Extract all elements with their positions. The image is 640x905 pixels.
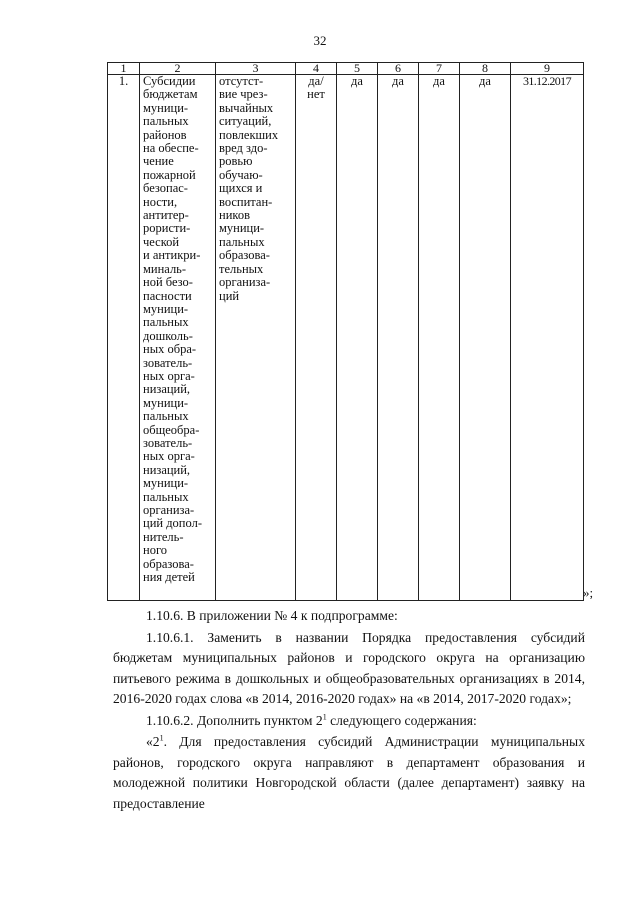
column-header: 6 <box>378 63 419 75</box>
row-number-cell: 1. <box>108 75 140 601</box>
superscript: 1 <box>159 733 164 743</box>
body-text <box>113 606 585 814</box>
column-header: 3 <box>216 63 296 75</box>
cell-col7: да <box>419 75 460 601</box>
column-header: 2 <box>140 63 216 75</box>
paragraph-4-text: . Для предоставления субсидий Администрации муниципальных районов, городского округа направляют в департамент образования и молодежной политики Новгородской области (далее департамент) заявку на предоставление <box>113 734 585 811</box>
table-closing-quote: »; <box>583 585 594 600</box>
cell-col5: да <box>337 75 378 601</box>
column-header: 7 <box>419 63 460 75</box>
paragraph-3-tail: следующего содержания: <box>326 712 477 728</box>
superscript: 1 <box>322 711 327 721</box>
column-header: 4 <box>296 63 337 75</box>
column-header: 9 <box>511 63 584 75</box>
column-header: 1 <box>108 63 140 75</box>
paragraph-4-head: «2 <box>146 734 160 749</box>
subsidy-name-cell: Субсидии бюджетам муници- пальных районов на обеспе- чение пожарной безопас- ности, антитер- рористи- ческой и антикри- миналь- ной безо- пасности муници- пальных дошколь- ных обра- зователь- ных орга- низаций, муници- пальных общеобра- зователь- ных орга- низаций, муници- пальных организа- ций допол- нитель- ного образова- ния детей <box>140 75 216 601</box>
column-header: 8 <box>460 63 511 75</box>
cell-col4: да/ нет <box>296 75 337 601</box>
column-header: 5 <box>337 63 378 75</box>
paragraph-3-text: 1.10.6.2. Дополнить пунктом 2 <box>146 712 323 728</box>
cell-col6: да <box>378 75 419 601</box>
paragraph-4 <box>113 732 585 814</box>
table-row <box>108 75 584 601</box>
paragraph-2: 1.10.6.1. Заменить в названии Порядка предоставления субсидий бюджетам муниципальных районов и городского округа на организацию питьевого режима в дошкольных и общеобразовательных организациях в 2014, 2016-2020 годах слова «в 2014, 2016-2020 годах» на «в 2014, 2017-2020 годах»; <box>113 629 585 706</box>
page-number: 32 <box>313 33 327 48</box>
table-header-row <box>108 63 584 75</box>
cell-col8: да <box>460 75 511 601</box>
condition-cell: отсутст- вие чрез- вычайных ситуаций, повлекших вред здо- ровью обучаю- щихся и воспитан- ников муници- пальных образова- тельных организа- ций <box>216 75 296 601</box>
paragraph-1: 1.10.6. В приложении № 4 к подпрограмме: <box>146 608 398 623</box>
date-cell: 31.12.2017 <box>511 75 584 601</box>
paragraph-3 <box>113 711 585 732</box>
subsidy-table <box>107 62 584 601</box>
